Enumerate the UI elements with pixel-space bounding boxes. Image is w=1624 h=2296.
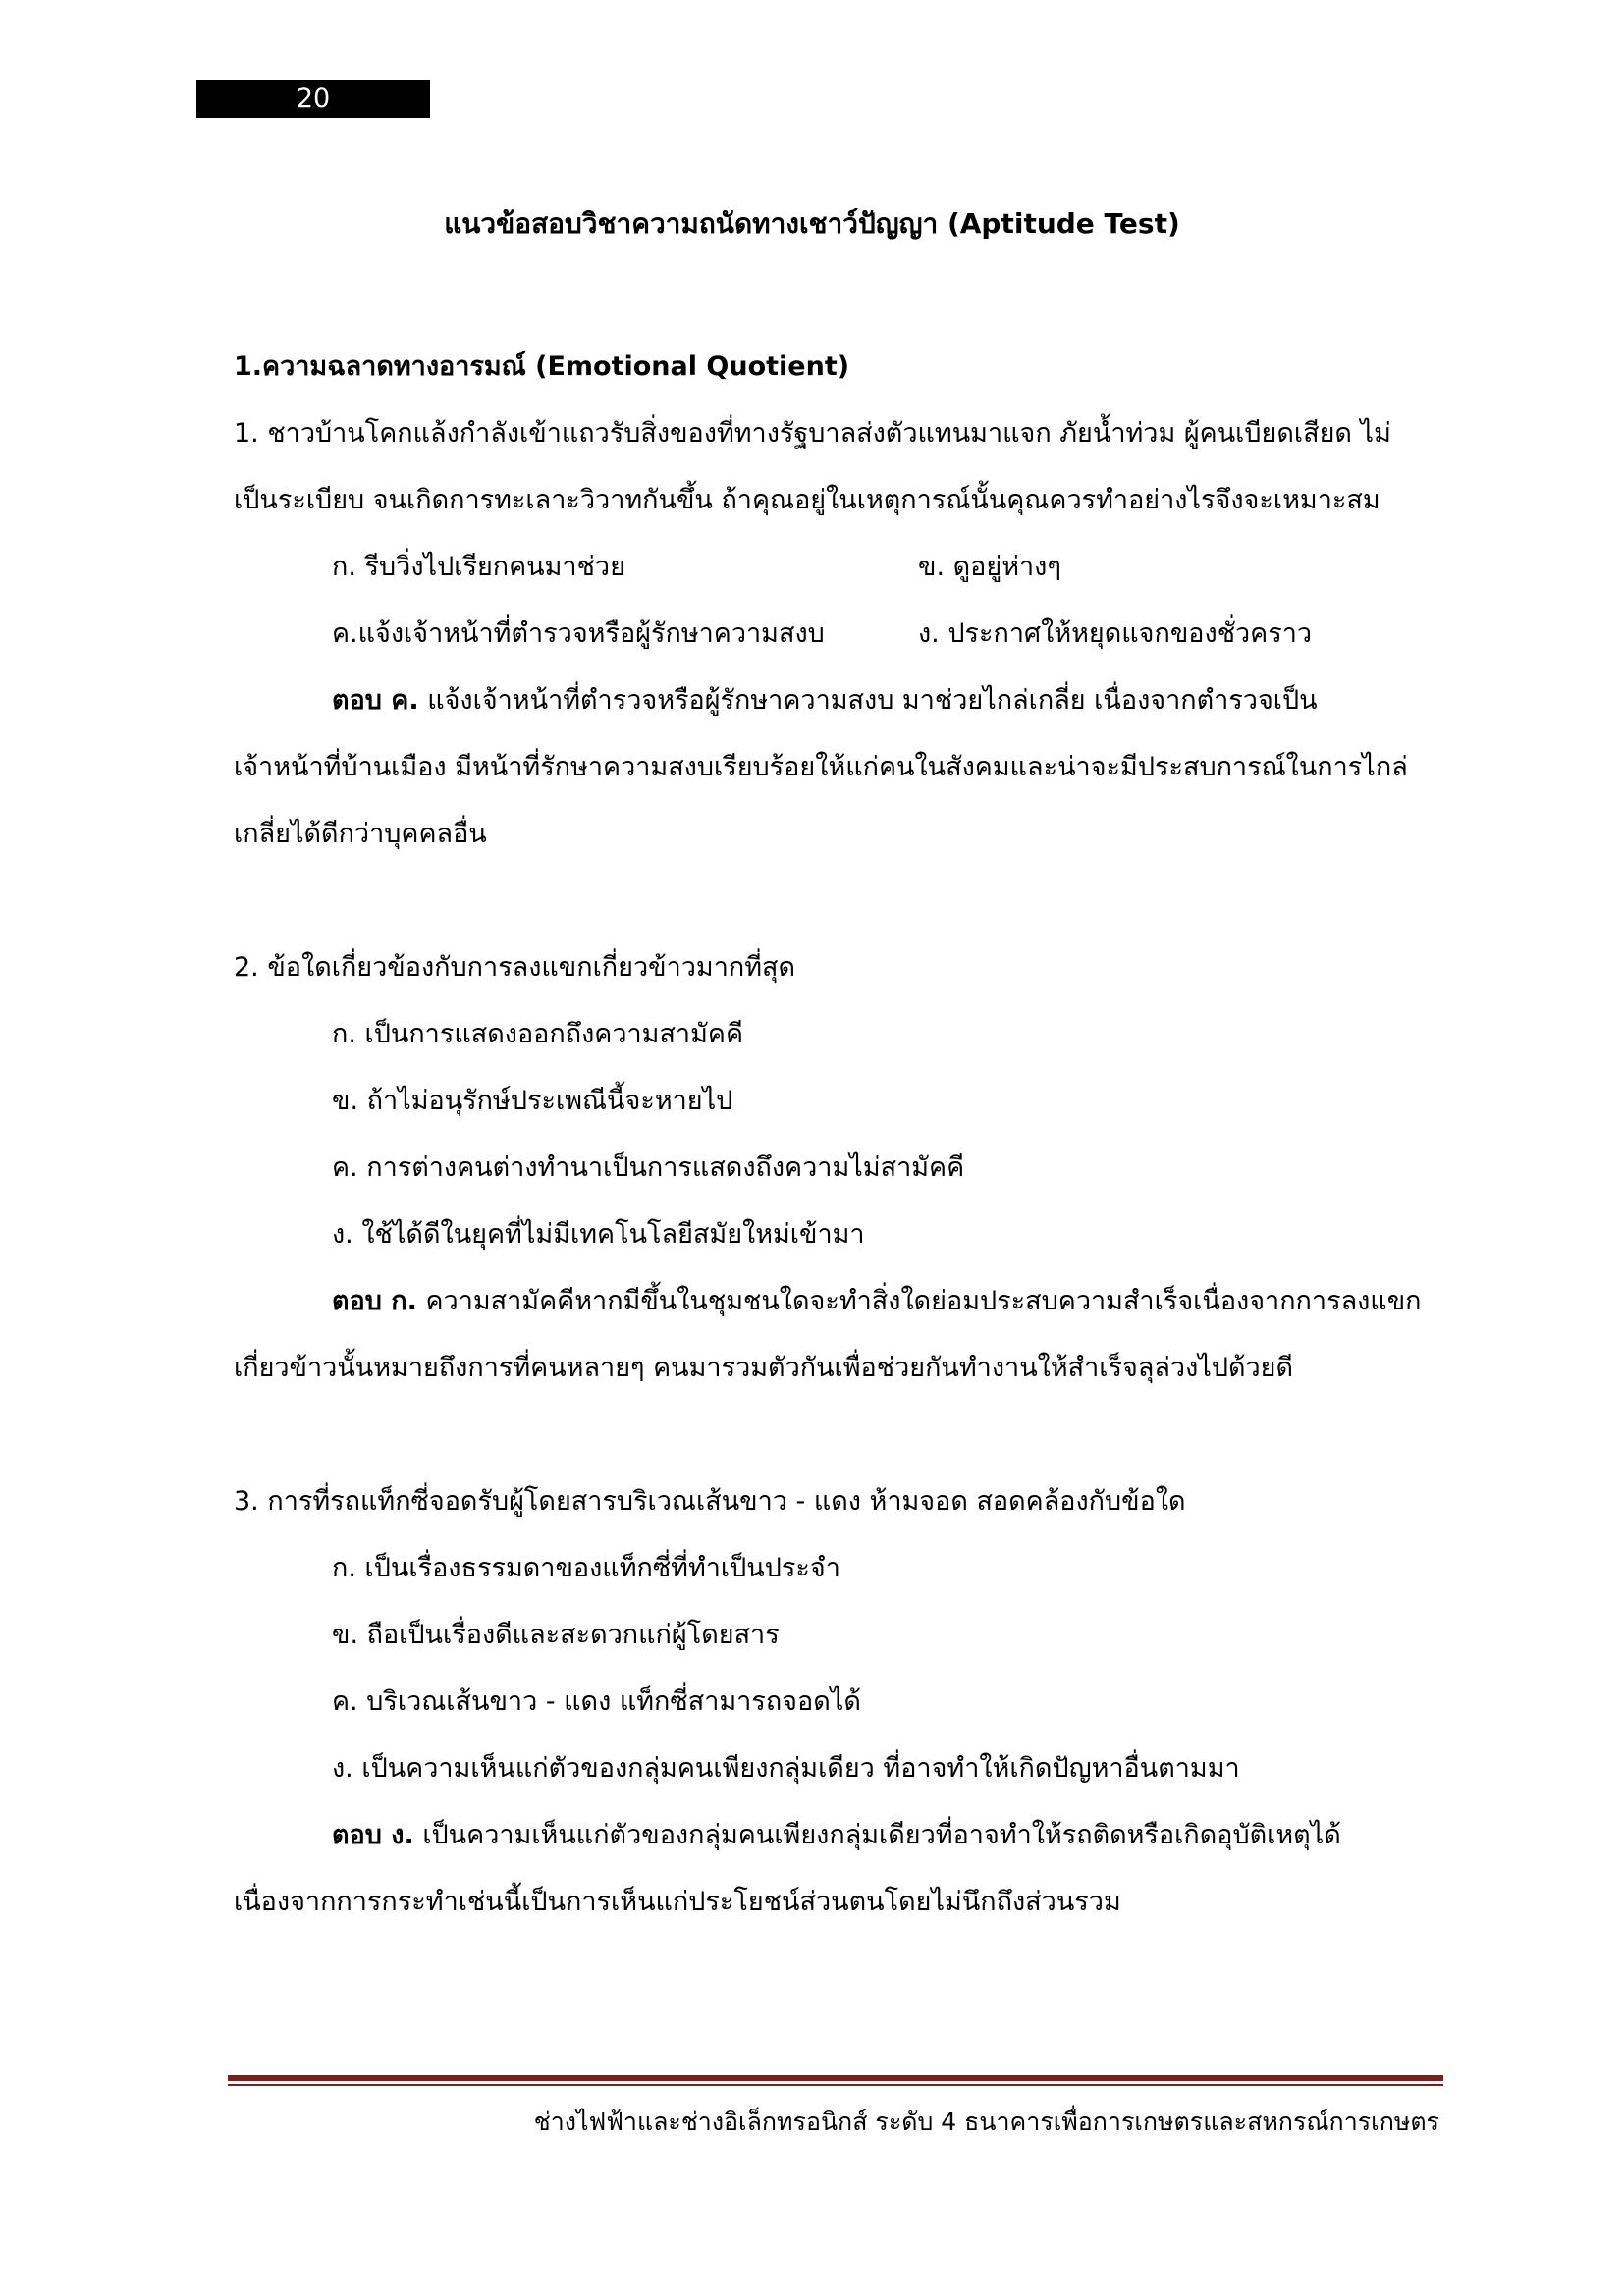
question-2-answer-label: ตอบ ก. — [332, 1286, 417, 1316]
question-3-option-d: ง. เป็นความเห็นแก่ตัวของกลุ่มคนเพียงกลุ่มเดียว ที่อาจทำให้เกิดปัญหาอื่นตามมา — [332, 1753, 1240, 1784]
question-2-option-c: ค. การต่างคนต่างทำนาเป็นการแสดงถึงความไม่สามัคคี — [332, 1152, 965, 1183]
question-1-answer-label: ตอบ ค. — [332, 685, 419, 716]
footer-rule-thick — [228, 2075, 1443, 2081]
question-2-option-d: ง. ใช้ได้ดีในยุคที่ไม่มีเทคโนโลยีสมัยใหม่เข้ามา — [332, 1219, 865, 1250]
question-2-answer-line-1 — [234, 1268, 1432, 1335]
question-1-line-2: เป็นระเบียบ จนเกิดการทะเลาะวิวาทกันขึ้น ถ้าคุณอยู่ในเหตุการณ์นั้นคุณควรทำอย่างไรจึงจะเหมาะสม — [234, 485, 1380, 515]
question-2-option-a: ก. เป็นการแสดงออกถึงความสามัคคี — [332, 1019, 744, 1049]
section-heading: 1.ความฉลาดทางอารมณ์ (Emotional Quotient) — [234, 351, 850, 382]
page-number: 20 — [196, 80, 430, 118]
question-3-answer-label: ตอบ ง. — [332, 1820, 414, 1850]
question-2-text: 2. ข้อใดเกี่ยวข้องกับการลงแขกเกี่ยวข้าวมากที่สุด — [234, 952, 796, 983]
question-1-option-a: ก. รีบวิ่งไปเรียกคนมาช่วย — [332, 552, 625, 582]
question-2-answer-line-2: เกี่ยวข้าวนั้นหมายถึงการที่คนหลายๆ คนมารวมตัวกันเพื่อช่วยกันทำงานให้สำเร็จลุล่วงไปด้วยดี — [234, 1353, 1294, 1383]
page-title: แนวข้อสอบวิชาความถนัดทางเชาว์ปัญญา (Aptitude Test) — [444, 207, 1180, 240]
question-2-option-b: ข. ถ้าไม่อนุรักษ์ประเพณีนี้จะหายไป — [332, 1086, 733, 1116]
question-3-answer-text: เป็นความเห็นแก่ตัวของกลุ่มคนเพียงกลุ่มเดียวที่อาจทำให้รถติดหรือเกิดอุบัติเหตุได้ — [413, 1820, 1341, 1850]
footer-text: ช่างไฟฟ้าและช่างอิเล็กทรอนิกส์ ระดับ 4 ธนาคารเพื่อการเกษตรและสหกรณ์การเกษตร — [533, 2108, 1439, 2136]
question-1-answer-line-3: เกลี่ยได้ดีกว่าบุคคลอื่น — [234, 819, 487, 849]
question-1-answer-line-2: เจ้าหน้าที่บ้านเมือง มีหน้าที่รักษาความสงบเรียบร้อยให้แก่คนในสังคมและน่าจะมีประสบการณ์ในการไกล่ — [234, 752, 1408, 782]
question-3-answer-line-2: เนื่องจากการกระทำเช่นนี้เป็นการเห็นแก่ประโยชน์ส่วนตนโดยไม่นึกถึงส่วนรวม — [234, 1887, 1121, 1917]
question-3-option-a: ก. เป็นเรื่องธรรมดาของแท็กซี่ที่ทำเป็นประจำ — [332, 1553, 840, 1583]
document-body — [234, 334, 1432, 1936]
question-3-text: 3. การที่รถแท็กซี่จอดรับผู้โดยสารบริเวณเส้นขาว - แดง ห้ามจอด สอดคล้องกับข้อใด — [234, 1486, 1186, 1517]
question-3-option-c: ค. บริเวณเส้นขาว - แดง แท็กซี่สามารถจอดได้ — [332, 1686, 861, 1717]
question-2-answer-text: ความสามัคคีหากมีขึ้นในชุมชนใดจะทำสิ่งใดย่อมประสบความสำเร็จเนื่องจากการลงแขก — [416, 1286, 1422, 1316]
question-1-options-row-1 — [234, 534, 1432, 601]
question-3-answer-line-1 — [234, 1802, 1432, 1869]
question-1-option-c: ค.แจ้งเจ้าหน้าที่ตำรวจหรือผู้รักษาความสงบ — [332, 618, 825, 649]
question-1-option-b: ข. ดูอยู่ห่างๆ — [918, 552, 1061, 582]
question-3-option-b: ข. ถือเป็นเรื่องดีและสะดวกแก่ผู้โดยสาร — [332, 1620, 780, 1650]
question-1-answer-text: แจ้งเจ้าหน้าที่ตำรวจหรือผู้รักษาความสงบ มาช่วยไกล่เกลี่ย เนื่องจากตำรวจเป็น — [418, 685, 1318, 716]
question-1-option-d: ง. ประกาศให้หยุดแจกของชั่วคราว — [918, 618, 1313, 649]
question-1-line-1: 1. ชาวบ้านโคกแล้งกำลังเข้าแถวรับสิ่งของที่ทางรัฐบาลส่งตัวแทนมาแจก ภัยน้ำท่วม ผู้คนเบียดเสียด ไม่ — [234, 418, 1391, 449]
footer-rule-thin — [228, 2084, 1443, 2086]
question-1-answer-line-1 — [234, 667, 1432, 734]
question-1-options-row-2 — [234, 601, 1432, 667]
